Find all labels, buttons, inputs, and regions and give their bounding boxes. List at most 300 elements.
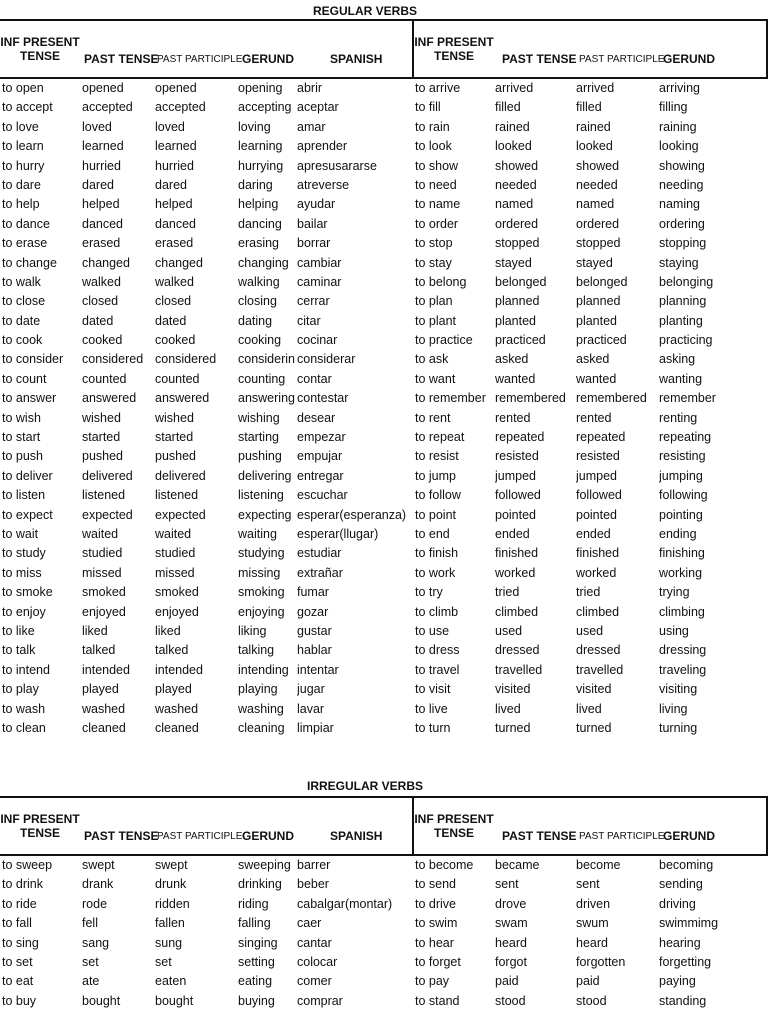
irregular-header-row: [0, 796, 768, 856]
cell-past-participle-right: ordered: [576, 216, 620, 231]
table-row: [0, 583, 768, 602]
header-past-tense-right: PAST TENSE: [502, 829, 577, 843]
cell-past-tense: liked: [82, 623, 108, 638]
cell-past-tense: intended: [82, 662, 130, 677]
table-row: [0, 972, 768, 991]
cell-gerund: daring: [238, 177, 273, 192]
cell-spanish: esperar(esperanza): [297, 507, 407, 522]
cell-past-tense: opened: [82, 81, 124, 95]
cell-past-tense: rode: [82, 896, 108, 911]
cell-gerund: washing: [238, 701, 284, 716]
table-row: [0, 234, 768, 253]
cell-spanish: atreverse: [297, 177, 350, 192]
cell-past-participle: danced: [155, 216, 197, 231]
cell-past-tense-right: tried: [495, 585, 520, 600]
cell-gerund: closing: [238, 294, 277, 309]
table-row: [0, 79, 768, 98]
cell-past-participle-right: planned: [576, 294, 621, 309]
cell-past-participle: dated: [155, 313, 187, 328]
cell-past-tense-right: heard: [495, 935, 527, 950]
cell-past-tense: answered: [82, 391, 137, 406]
cell-past-participle: washed: [155, 701, 199, 716]
cell-gerund-right: working: [659, 565, 703, 580]
cell-gerund-right: traveling: [659, 662, 707, 677]
cell-gerund-right: filling: [659, 100, 688, 115]
cell-spanish: extrañar: [297, 565, 343, 580]
cell-infinitive-right: to end: [415, 526, 450, 541]
cell-gerund-right: pointing: [659, 507, 703, 522]
table-row: [0, 118, 768, 137]
cell-past-participle-right: stopped: [576, 236, 621, 251]
cell-gerund-right: swimmimg: [659, 916, 719, 931]
cell-past-participle: eaten: [155, 974, 187, 989]
cell-gerund-right: following: [659, 488, 708, 503]
cell-past-tense: learned: [82, 139, 124, 154]
cell-infinitive-right: to jump: [415, 468, 456, 483]
header-past-participle: PAST PARTICIPLE: [157, 831, 243, 842]
cell-past-tense-right: swam: [495, 916, 528, 931]
cell-past-tense: considered: [82, 352, 144, 367]
cell-spanish: lavar: [297, 701, 325, 716]
irregular-verbs-title: IRREGULAR VERBS: [306, 779, 423, 793]
cell-past-participle-right: planted: [576, 313, 618, 328]
cell-past-participle-right: rented: [576, 410, 612, 425]
cell-past-participle-right: followed: [576, 488, 622, 503]
cell-gerund: wishing: [238, 410, 280, 425]
cell-past-tense: cleaned: [82, 720, 126, 735]
cell-infinitive: to sing: [2, 935, 39, 950]
table-row: [0, 875, 768, 894]
cell-infinitive: to count: [2, 371, 47, 386]
cell-infinitive-right: to climb: [415, 604, 459, 619]
cell-past-participle: ridden: [155, 896, 190, 911]
cell-past-participle: loved: [155, 119, 185, 134]
cell-infinitive-right: to follow: [415, 488, 461, 503]
cell-past-participle-right: filled: [576, 100, 602, 115]
cell-past-participle: dared: [155, 177, 187, 192]
cell-past-participle: cooked: [155, 333, 196, 348]
table-row: [0, 934, 768, 953]
cell-gerund: setting: [238, 954, 275, 969]
cell-spanish: hablar: [297, 643, 332, 658]
cell-past-participle: changed: [155, 255, 203, 270]
cell-spanish: aceptar: [297, 100, 339, 115]
cell-gerund-right: climbing: [659, 604, 705, 619]
cell-past-tense-right: forgot: [495, 954, 527, 969]
cell-infinitive-right: to swim: [415, 916, 458, 931]
cell-infinitive-right: to dress: [415, 643, 460, 658]
cell-past-participle-right: wanted: [576, 371, 617, 386]
cell-gerund: walking: [238, 274, 280, 289]
table-row: [0, 564, 768, 583]
cell-past-tense: hurried: [82, 158, 121, 173]
cell-past-tense-right: belonged: [495, 274, 547, 289]
header-gerund: GERUND: [242, 829, 295, 843]
cell-gerund-right: finishing: [659, 546, 705, 561]
cell-infinitive-right: to travel: [415, 662, 460, 677]
cell-past-participle-right: named: [576, 197, 615, 212]
cell-past-tense-right: rained: [495, 119, 530, 134]
cell-past-tense-right: stayed: [495, 255, 532, 270]
cell-gerund: waiting: [238, 526, 277, 541]
cell-past-participle: considered: [155, 352, 217, 367]
cell-past-participle-right: sent: [576, 877, 600, 892]
cell-gerund: delivering: [238, 468, 292, 483]
cell-infinitive: to hurry: [2, 158, 45, 173]
cell-past-tense: started: [82, 430, 121, 445]
table-row: [0, 544, 768, 563]
cell-spanish: empujar: [297, 449, 343, 464]
cell-past-participle: played: [155, 682, 192, 697]
cell-spanish: comer: [297, 974, 332, 989]
table-row: [0, 312, 768, 331]
cell-infinitive: to sweep: [2, 858, 53, 872]
table-row: [0, 98, 768, 117]
cell-infinitive: to miss: [2, 565, 42, 580]
header-past-tense-right: PAST TENSE: [502, 52, 577, 66]
cell-past-participle: talked: [155, 643, 189, 658]
cell-gerund: erasing: [238, 236, 279, 251]
cell-past-tense: fell: [82, 916, 98, 931]
cell-past-tense: set: [82, 954, 99, 969]
cell-infinitive: to clean: [2, 720, 46, 735]
cell-gerund-right: asking: [659, 352, 696, 367]
cell-spanish: gozar: [297, 604, 329, 619]
cell-spanish: intentar: [297, 662, 339, 677]
cell-gerund: falling: [238, 916, 271, 931]
cell-infinitive: to smoke: [2, 585, 53, 600]
cell-past-tense: pushed: [82, 449, 124, 464]
table-row: [0, 254, 768, 273]
cell-spanish: caer: [297, 916, 322, 931]
cell-spanish: escuchar: [297, 488, 348, 503]
table-row: [0, 953, 768, 972]
cell-infinitive-right: to repeat: [415, 430, 465, 445]
cell-infinitive-right: to finish: [415, 546, 459, 561]
cell-past-participle-right: climbed: [576, 604, 620, 619]
cell-past-participle: sung: [155, 935, 183, 950]
cell-spanish: beber: [297, 877, 329, 892]
cell-past-participle-right: practiced: [576, 333, 627, 348]
cell-gerund: studying: [238, 546, 285, 561]
cell-past-tense-right: asked: [495, 352, 529, 367]
header-inf-present-tense: INF PRESENT TENSE: [0, 812, 80, 840]
cell-infinitive-right: to practice: [415, 333, 473, 348]
cell-spanish: ayudar: [297, 197, 336, 212]
table-row: [0, 215, 768, 234]
cell-past-tense-right: sent: [495, 877, 519, 892]
cell-past-participle-right: lived: [576, 701, 602, 716]
cell-past-tense-right: showed: [495, 158, 539, 173]
cell-past-participle-right: heard: [576, 935, 608, 950]
cell-past-participle-right: pointed: [576, 507, 618, 522]
cell-past-tense: ate: [82, 974, 100, 989]
cell-past-participle: pushed: [155, 449, 197, 464]
cell-gerund: helping: [238, 197, 279, 212]
cell-spanish: contestar: [297, 391, 349, 406]
table-row: [0, 914, 768, 933]
cell-gerund: smoking: [238, 585, 285, 600]
cell-past-tense: counted: [82, 371, 127, 386]
cell-past-participle-right: asked: [576, 352, 610, 367]
table-row: [0, 603, 768, 622]
irregular-verbs-table: [0, 856, 768, 1011]
cell-past-tense-right: paid: [495, 974, 519, 989]
table-row: [0, 992, 768, 1011]
cell-infinitive-right: to hear: [415, 935, 454, 950]
cell-past-participle-right: finished: [576, 546, 620, 561]
cell-gerund-right: using: [659, 623, 689, 638]
cell-past-tense: closed: [82, 294, 119, 309]
cell-past-tense-right: used: [495, 623, 523, 638]
cell-infinitive-right: to order: [415, 216, 459, 231]
cell-past-participle: closed: [155, 294, 192, 309]
cell-infinitive: to wait: [2, 526, 39, 541]
cell-gerund-right: trying: [659, 585, 690, 600]
cell-gerund: starting: [238, 430, 279, 445]
cell-past-tense-right: pointed: [495, 507, 537, 522]
cell-infinitive: to help: [2, 197, 40, 212]
cell-infinitive-right: to try: [415, 585, 443, 600]
cell-past-participle: fallen: [155, 916, 185, 931]
cell-spanish: barrer: [297, 858, 331, 872]
cell-infinitive-right: to resist: [415, 449, 459, 464]
cell-gerund-right: renting: [659, 410, 698, 425]
table-row: [0, 428, 768, 447]
cell-gerund: loving: [238, 119, 271, 134]
cell-past-tense-right: wanted: [495, 371, 536, 386]
cell-infinitive-right: to rain: [415, 119, 450, 134]
cell-past-participle: helped: [155, 197, 193, 212]
cell-infinitive: to cook: [2, 333, 43, 348]
cell-infinitive: to deliver: [2, 468, 53, 483]
cell-past-tense: studied: [82, 546, 123, 561]
cell-gerund: accepting: [238, 100, 292, 115]
cell-past-participle: missed: [155, 565, 195, 580]
cell-past-tense-right: travelled: [495, 662, 543, 677]
cell-gerund-right: planting: [659, 313, 703, 328]
cell-past-participle: expected: [155, 507, 206, 522]
cell-infinitive: to like: [2, 623, 35, 638]
cell-gerund: hurrying: [238, 158, 284, 173]
cell-infinitive: to open: [2, 81, 44, 95]
cell-gerund-right: ordering: [659, 216, 705, 231]
header-past-tense: PAST TENSE: [84, 829, 159, 843]
cell-gerund: opening: [238, 81, 283, 95]
cell-gerund: considerin: [238, 352, 295, 367]
cell-past-tense: delivered: [82, 468, 133, 483]
cell-gerund-right: remember: [659, 391, 716, 406]
cell-spanish: contar: [297, 371, 332, 386]
cell-infinitive: to intend: [2, 662, 50, 677]
cell-gerund-right: naming: [659, 197, 700, 212]
cell-past-participle: set: [155, 954, 172, 969]
cell-gerund-right: living: [659, 701, 688, 716]
cell-past-participle-right: used: [576, 623, 604, 638]
cell-infinitive: to date: [2, 313, 41, 328]
cell-spanish: considerar: [297, 352, 356, 367]
cell-past-participle: liked: [155, 623, 181, 638]
cell-past-participle: delivered: [155, 468, 206, 483]
cell-infinitive-right: to send: [415, 877, 457, 892]
cell-past-participle: started: [155, 430, 194, 445]
cell-past-participle-right: belonged: [576, 274, 628, 289]
cell-past-tense-right: needed: [495, 177, 537, 192]
cell-infinitive: to answer: [2, 391, 57, 406]
cell-gerund: riding: [238, 896, 269, 911]
cell-past-participle-right: arrived: [576, 81, 615, 95]
cell-spanish: gustar: [297, 623, 332, 638]
cell-gerund: missing: [238, 565, 281, 580]
cell-past-participle-right: turned: [576, 720, 612, 735]
cell-past-tense-right: followed: [495, 488, 541, 503]
cell-past-tense: cooked: [82, 333, 123, 348]
header-inf-present-tense-right: INF PRESENT TENSE: [414, 812, 494, 840]
cell-gerund: singing: [238, 935, 278, 950]
header-gerund-right: GERUND: [663, 829, 716, 843]
table-row: [0, 856, 768, 875]
cell-past-tense: erased: [82, 236, 121, 251]
table-row: [0, 486, 768, 505]
cell-gerund: dancing: [238, 216, 282, 231]
cell-past-participle-right: worked: [576, 565, 617, 580]
cell-past-tense-right: looked: [495, 139, 532, 154]
cell-gerund: pushing: [238, 449, 282, 464]
table-row: [0, 157, 768, 176]
table-row: [0, 331, 768, 350]
cell-infinitive-right: to show: [415, 158, 459, 173]
cell-past-tense: loved: [82, 119, 112, 134]
cell-past-tense-right: planted: [495, 313, 537, 328]
cell-past-participle: erased: [155, 236, 194, 251]
cell-gerund: eating: [238, 974, 273, 989]
cell-past-tense-right: climbed: [495, 604, 539, 619]
cell-infinitive-right: to plant: [415, 313, 457, 328]
cell-past-participle: bought: [155, 993, 194, 1008]
cell-gerund-right: resisting: [659, 449, 706, 464]
table-row: [0, 350, 768, 369]
header-past-participle: PAST PARTICIPLE: [157, 54, 243, 65]
cell-infinitive-right: to visit: [415, 682, 451, 697]
cell-gerund-right: ending: [659, 526, 697, 541]
cell-infinitive-right: to live: [415, 701, 448, 716]
cell-past-tense-right: resisted: [495, 449, 539, 464]
cell-infinitive: to enjoy: [2, 604, 46, 619]
table-row: [0, 370, 768, 389]
cell-past-participle-right: resisted: [576, 449, 620, 464]
header-spanish: SPANISH: [330, 52, 383, 66]
cell-past-participle-right: looked: [576, 139, 613, 154]
cell-past-tense: expected: [82, 507, 133, 522]
cell-past-tense: drank: [82, 877, 114, 892]
cell-gerund-right: practicing: [659, 333, 713, 348]
cell-infinitive-right: to turn: [415, 720, 451, 735]
regular-verbs-title: REGULAR VERBS: [312, 4, 417, 18]
cell-past-tense: walked: [82, 274, 121, 289]
cell-infinitive: to talk: [2, 643, 36, 658]
cell-past-participle-right: dressed: [576, 643, 621, 658]
cell-past-tense: swept: [82, 858, 115, 872]
table-row: [0, 525, 768, 544]
cell-gerund-right: needing: [659, 177, 704, 192]
cell-gerund-right: sending: [659, 877, 703, 892]
header-spanish: SPANISH: [330, 829, 383, 843]
cell-infinitive: to accept: [2, 100, 53, 115]
cell-infinitive: to fall: [2, 916, 32, 931]
cell-gerund-right: arriving: [659, 81, 700, 95]
cell-past-tense: washed: [82, 701, 126, 716]
cell-infinitive: to wish: [2, 410, 41, 425]
cell-past-tense-right: arrived: [495, 81, 534, 95]
cell-spanish: entregar: [297, 468, 344, 483]
cell-infinitive: to drink: [2, 877, 43, 892]
cell-past-participle-right: showed: [576, 158, 620, 173]
cell-spanish: bailar: [297, 216, 328, 231]
table-row: [0, 506, 768, 525]
cell-past-participle-right: rained: [576, 119, 611, 134]
cell-gerund-right: looking: [659, 139, 699, 154]
cell-past-participle: listened: [155, 488, 199, 503]
cell-infinitive: to listen: [2, 488, 46, 503]
cell-past-tense: listened: [82, 488, 126, 503]
cell-gerund: dating: [238, 313, 273, 328]
cell-infinitive-right: to use: [415, 623, 450, 638]
cell-infinitive: to wash: [2, 701, 46, 716]
regular-header-row: [0, 19, 768, 79]
regular-verbs-table: [0, 79, 768, 738]
cell-past-participle-right: remembered: [576, 391, 647, 406]
cell-infinitive-right: to ask: [415, 352, 449, 367]
cell-infinitive-right: to name: [415, 197, 461, 212]
cell-past-tense: dared: [82, 177, 114, 192]
cell-gerund-right: raining: [659, 119, 697, 134]
header-gerund: GERUND: [242, 52, 295, 66]
cell-past-participle-right: stayed: [576, 255, 613, 270]
cell-spanish: borrar: [297, 236, 331, 251]
table-row: [0, 661, 768, 680]
cell-infinitive-right: to stay: [415, 255, 452, 270]
table-row: [0, 447, 768, 466]
cell-past-tense-right: remembered: [495, 391, 566, 406]
cell-past-participle: swept: [155, 858, 188, 872]
cell-past-tense: smoked: [82, 585, 126, 600]
table-row: [0, 622, 768, 641]
header-gerund-right: GERUND: [663, 52, 716, 66]
cell-infinitive-right: to stop: [415, 236, 453, 251]
table-row: [0, 195, 768, 214]
cell-past-participle: answered: [155, 391, 210, 406]
cell-infinitive-right: to pay: [415, 974, 450, 989]
cell-past-tense-right: worked: [495, 565, 536, 580]
cell-gerund-right: repeating: [659, 430, 712, 445]
header-past-tense: PAST TENSE: [84, 52, 159, 66]
cell-past-tense-right: rented: [495, 410, 531, 425]
cell-spanish: empezar: [297, 430, 346, 445]
cell-infinitive-right: to belong: [415, 274, 467, 289]
cell-infinitive-right: to need: [415, 177, 457, 192]
cell-past-tense: wished: [82, 410, 121, 425]
cell-gerund-right: jumping: [659, 468, 703, 483]
cell-past-participle: walked: [155, 274, 194, 289]
cell-spanish: cabalgar(montar): [297, 896, 393, 911]
cell-past-tense-right: repeated: [495, 430, 545, 445]
cell-past-tense-right: filled: [495, 100, 521, 115]
cell-past-tense-right: dressed: [495, 643, 540, 658]
cell-gerund-right: staying: [659, 255, 699, 270]
cell-gerund-right: driving: [659, 896, 696, 911]
table-row: [0, 680, 768, 699]
cell-infinitive: to erase: [2, 236, 48, 251]
